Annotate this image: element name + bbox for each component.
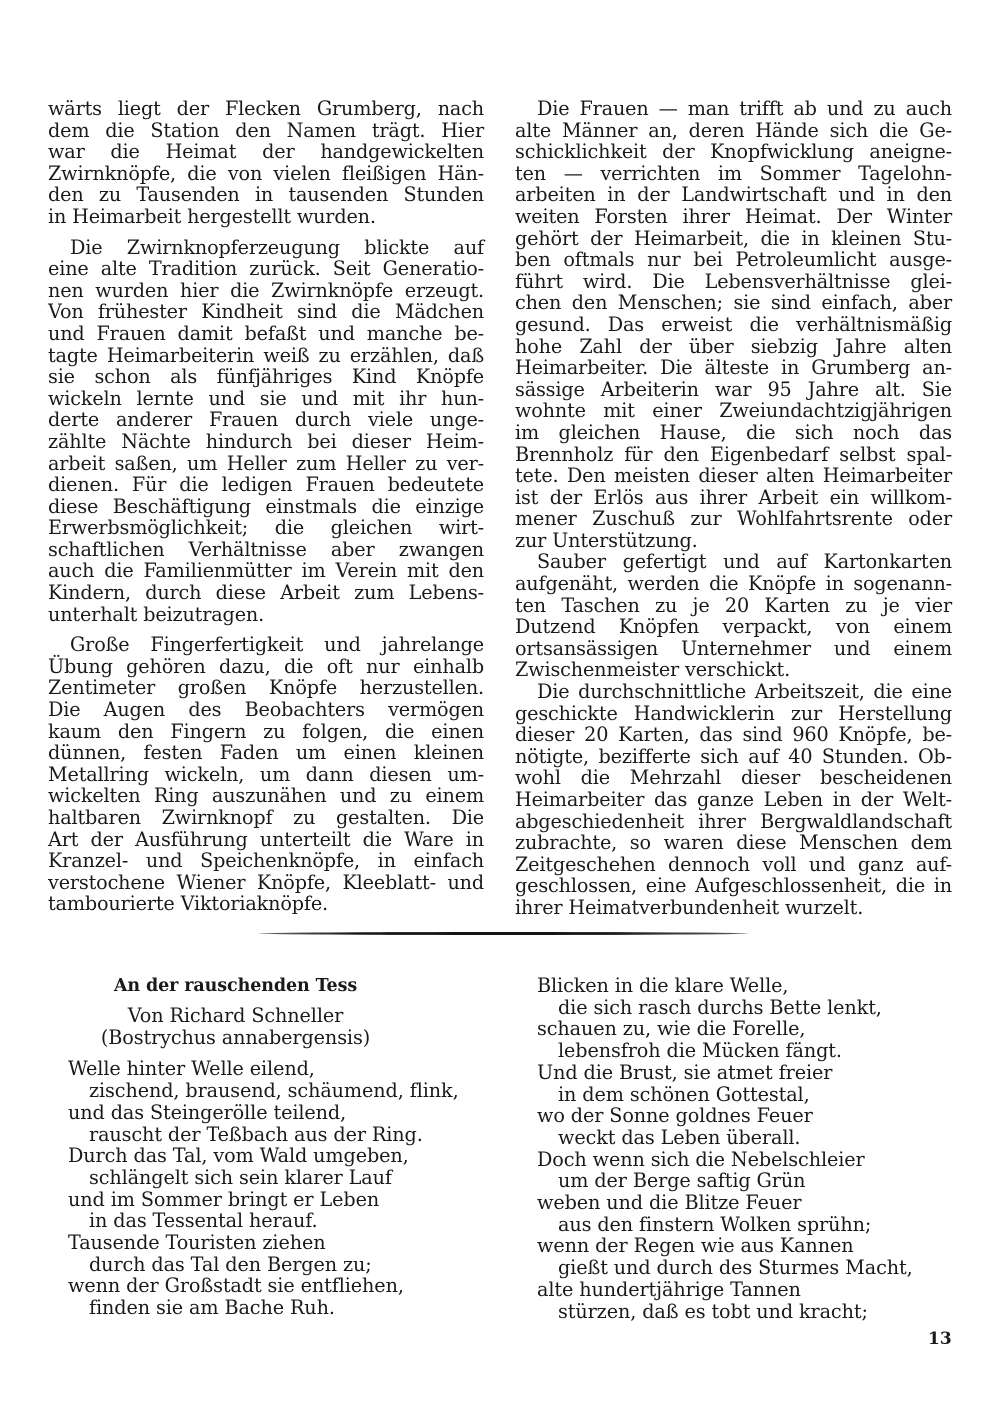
text-line: ihrer Heimatverbundenheit wurzelt. [515, 895, 864, 919]
text-line: ist der Erlös aus ihrer Arbeit ein willkom- [515, 485, 952, 509]
verse-line: Welle hinter Welle eilend, [68, 1057, 315, 1081]
text-line: derte anderer Frauen durch viele unge- [48, 408, 484, 432]
text-line: abgeschiedenheit ihrer Bergwaldlandschaft [515, 809, 952, 833]
text-line: dieser 20 Karten, das sind 960 Knöpfe, be- [515, 723, 952, 747]
text-line: sie schon als fünfjähriges Kind Knöpfe [48, 365, 484, 389]
text-line: gehört der Heimarbeit, die in kleinen Stu- [515, 226, 952, 250]
verse-line: um der Berge saftig Grün [558, 1169, 806, 1193]
verse-line: weckt das Leben überall. [558, 1125, 801, 1149]
text-line: geschlossen, eine Aufgeschlossenheit, die in [515, 874, 952, 898]
text-line: auch die Familienmütter im Verein mit den [48, 559, 484, 583]
verse-line: wo der Sonne goldnes Feuer [537, 1104, 813, 1128]
text-line: Die Frauen — man trifft ab und zu auch [537, 97, 952, 120]
paragraph [515, 681, 952, 919]
verse-line: rauscht der Teßbach aus der Ring. [89, 1122, 423, 1146]
text-line: Sauber gefertigt und auf Kartonkarten [537, 550, 952, 574]
poem-pseudonym: (Bostrychus annabergensis) [100, 1025, 371, 1049]
text-line: Kranzel- und Speichenknöpfe, in einfach [48, 849, 484, 873]
text-line: Zwirnknöpfe, die von vielen fleißigen Hän- [48, 161, 484, 185]
paragraph [48, 98, 484, 228]
paragraph [48, 634, 484, 915]
text-line: Metallring wickeln, um dann diesen um- [48, 762, 484, 786]
verse-line: wenn der Regen wie aus Kannen [537, 1234, 854, 1258]
text-line: Zeitgeschehen dennoch voll und ganz auf- [515, 852, 952, 876]
text-line: und Frauen damit befaßt und manche be- [48, 321, 484, 345]
text-line: tagte Heimarbeiterin weiß zu erzählen, daß [48, 343, 484, 367]
verse-line: die sich rasch durchs Bette lenkt, [558, 995, 882, 1019]
text-line: Brennholz für den Eigenbedarf selbst spal- [515, 442, 952, 466]
text-line: aufgenäht, werden die Knöpfe in sogenann- [515, 572, 952, 596]
verse-line: zischend, brausend, schäumend, flink, [89, 1079, 459, 1103]
text-line: hohe Zahl der über siebzig Jahre alten [515, 334, 952, 358]
paragraph [48, 237, 484, 626]
verse-line: und das Steingerölle teilend, [68, 1100, 347, 1124]
text-line: wohl die Mehrzahl dieser bescheidenen [515, 766, 952, 790]
text-line: ortsansässigen Unternehmer und einem [515, 636, 952, 660]
text-line: nötigte, bezifferte sich auf 40 Stunden. Ob- [515, 744, 952, 768]
text-line: Dutzend Knöpfen verpackt, von einem [515, 615, 952, 639]
text-line: dem die Station den Namen trägt. Hier [48, 118, 484, 142]
text-line: war die Heimat der handgewickelten [48, 140, 484, 164]
text-line: den zu Tausenden in tausenden Stunden [48, 183, 484, 207]
text-line: arbeit saßen, um Heller zum Heller zu ver- [48, 451, 484, 475]
text-line: Heimarbeiter das ganze Leben in der Welt- [515, 788, 952, 811]
verse-line: gießt und durch des Sturmes Macht, [558, 1256, 913, 1280]
text-line: wohnte mit einer Zweiundachtzigjährigen [515, 399, 952, 423]
verse-line: alte hundertjährige Tannen [537, 1277, 801, 1301]
text-line: Zwischenmeister verschickt. [515, 658, 791, 682]
text-line: schaftlichen Verhältnisse aber zwangen [48, 537, 484, 561]
section-divider [258, 932, 748, 935]
text-line: Heimarbeiter. Die älteste in Grumberg an- [515, 356, 952, 380]
text-line: zählte Nächte hindurch bei dieser Heim- [48, 429, 484, 453]
verse-line: in das Tessental herauf. [89, 1209, 318, 1233]
verse-line: und im Sommer bringt er Leben [68, 1187, 380, 1211]
text-line: ten Taschen zu je 20 Karten zu je vier [515, 593, 952, 617]
verse-line: stürzen, daß es tobt und kracht; [558, 1299, 868, 1323]
verse-line: lebensfroh die Mücken fängt. [558, 1039, 842, 1063]
text-line: chen den Menschen; sie sind einfach, aber [515, 291, 952, 315]
text-line: Große Fingerfertigkeit und jahrelange [70, 633, 484, 657]
text-line: Art der Ausführung unterteilt die Ware in [48, 827, 484, 851]
article-right-column [515, 98, 952, 919]
text-line: gesund. Das erweist die verhältnismäßig [515, 312, 952, 336]
text-line: Übung gehören dazu, die oft nur einhalb [48, 654, 484, 678]
verse-line: weben und die Blitze Feuer [537, 1191, 802, 1215]
verse-line: Durch das Tal, vom Wald umgeben, [68, 1144, 409, 1168]
verse-line: aus den finstern Wolken sprühn; [558, 1212, 872, 1236]
text-line: im gleichen Hause, die sich noch das [515, 420, 952, 444]
text-line: führt wird. Die Lebensverhältnisse glei- [515, 269, 952, 293]
text-line: Zentimeter großen Knöpfe herzustellen. [48, 676, 484, 700]
text-line: geschickte Handwicklerin zur Herstellung [515, 701, 952, 725]
text-line: sässige Arbeiterin war 95 Jahre alt. Sie [515, 377, 952, 401]
verse-line: Blicken in die klare Welle, [537, 974, 789, 997]
verse-line: schlängelt sich sein klarer Lauf [89, 1165, 392, 1189]
text-line: ten — verrichten im Sommer Tagelohn- [515, 161, 952, 185]
text-line: tete. Den meisten dieser alten Heimarbeiter [515, 464, 952, 488]
text-line: kaum den Fingern zu folgen, die einen [48, 719, 484, 743]
paragraph [515, 551, 952, 681]
text-line: ben oftmals nur bei Petroleumlicht ausge- [515, 248, 952, 272]
page-number: 13 [928, 1329, 952, 1349]
text-line: Die Zwirnknopferzeugung blickte auf [70, 235, 484, 259]
poem-title: An der rauschenden Tess [113, 976, 358, 996]
verse-line: finden sie am Bache Ruh. [89, 1296, 335, 1320]
text-line: haltbaren Zwirnknopf zu gestalten. Die [48, 806, 484, 829]
text-line: weiten Forsten ihrer Heimat. Der Winter [515, 204, 952, 228]
text-line: wickelten Ring auszunähen und zu einem [48, 784, 484, 808]
text-line: in Heimarbeit hergestellt wurden. [48, 204, 376, 228]
poem-right-column [537, 975, 957, 1322]
verse-line: wenn der Großstadt sie entfliehen, [68, 1274, 404, 1298]
verse-line: Doch wenn sich die Nebelschleier [537, 1147, 865, 1171]
text-line: Kindern, durch diese Arbeit zum Lebens- [48, 581, 484, 605]
text-line: Die durchschnittliche Arbeitszeit, die eine [537, 680, 952, 704]
text-line: dienen. Für die ledigen Frauen bedeutete [48, 473, 484, 497]
text-line: mener Zuschuß zur Wohlfahrtsrente oder [515, 507, 952, 531]
verse-line: schauen zu, wie die Forelle, [537, 1017, 806, 1041]
text-line: Die Augen des Beobachters vermögen [48, 698, 484, 722]
text-line: unterhalt beizutragen. [48, 602, 265, 626]
text-line: tambourierte Viktoriaknöpfe. [48, 892, 329, 916]
text-line: wärts liegt der Flecken Grumberg, nach [48, 97, 484, 120]
text-line: alte Männer an, deren Hände sich die Ge- [515, 118, 952, 142]
text-line: schicklichkeit der Knopfwicklung aneigne- [515, 140, 952, 164]
text-line: zur Unterstützung. [515, 528, 698, 552]
verse-line: Und die Brust, sie atmet freier [537, 1060, 833, 1084]
paragraph [515, 98, 952, 551]
text-line: nen wurden hier die Zwirnknöpfe erzeugt. [48, 278, 484, 302]
text-line: Erwerbsmöglichkeit; die gleichen wirt- [48, 516, 484, 540]
text-line: Von frühester Kindheit sind die Mädchen [48, 300, 484, 324]
verse-line: durch das Tal den Bergen zu; [89, 1252, 372, 1276]
poem-stanza [68, 1058, 488, 1318]
text-line: wickeln lernte und sie und mit ihr hun- [48, 386, 484, 410]
text-line: diese Beschäftigung einstmals die einzige [48, 494, 484, 518]
article-left-column [48, 98, 484, 915]
text-line: verstochene Wiener Knöpfe, Kleeblatt- und [48, 870, 484, 894]
text-line: zubrachte, so waren diese Menschen dem [515, 831, 952, 855]
poem-left-column [68, 975, 488, 1319]
verse-line: Tausende Touristen ziehen [68, 1231, 326, 1255]
text-line: dünnen, festen Faden um einen kleinen [48, 741, 484, 765]
poem-author: Von Richard Schneller [127, 1004, 344, 1027]
text-line: eine alte Tradition zurück. Seit Generatio- [48, 257, 484, 281]
text-line: arbeiten in der Landwirtschaft und in den [515, 183, 952, 207]
verse-line: in dem schönen Gottestal, [558, 1082, 810, 1106]
